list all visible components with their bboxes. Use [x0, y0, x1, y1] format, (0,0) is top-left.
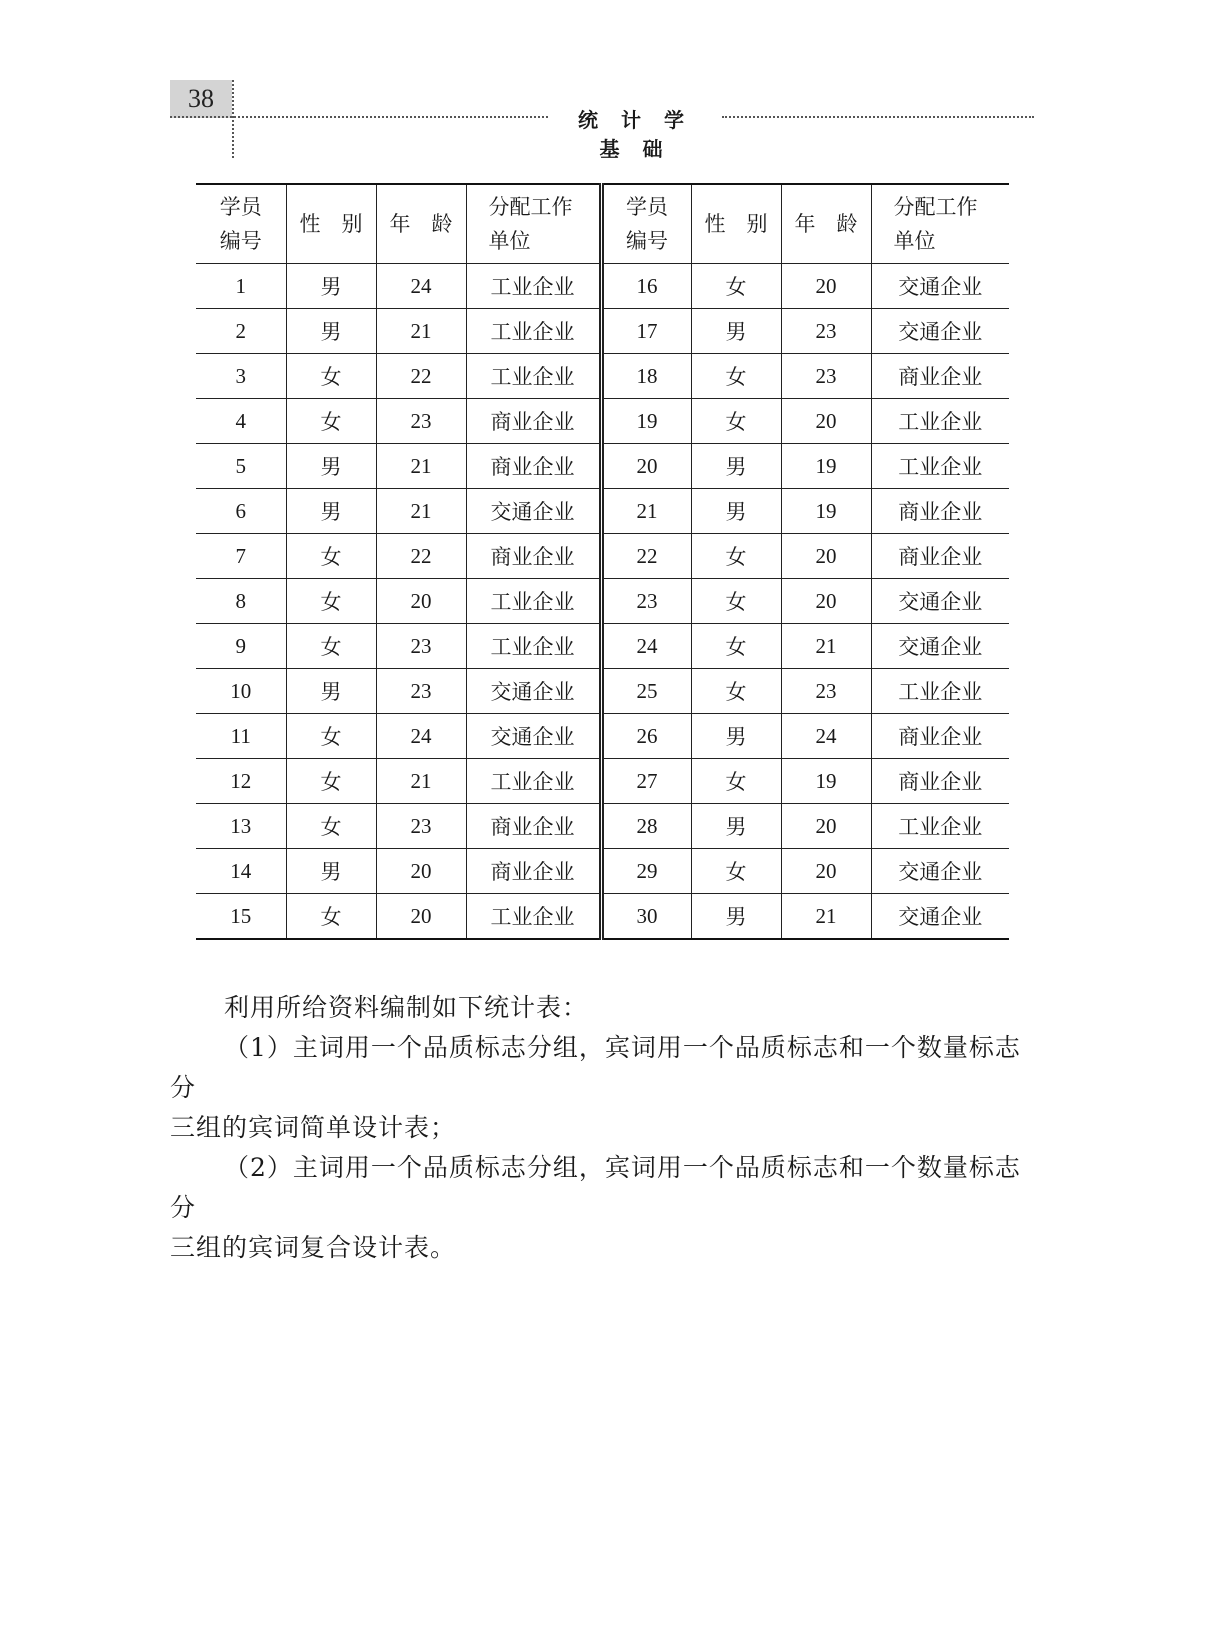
table-row [196, 444, 1009, 489]
table-cell: 19 [781, 759, 871, 804]
table-cell: 23 [781, 309, 871, 354]
column-header [376, 184, 466, 264]
table-cell: 男 [286, 444, 376, 489]
table-cell: 30 [601, 894, 691, 940]
table-cell: 工业企业 [466, 354, 601, 399]
table-row [196, 624, 1009, 669]
table-cell: 23 [601, 579, 691, 624]
column-header-line: 单位 [893, 229, 936, 253]
column-header-line: 学员 [219, 195, 262, 219]
table-cell: 23 [781, 669, 871, 714]
table-cell: 8 [196, 579, 286, 624]
table-cell: 16 [601, 264, 691, 309]
table-cell: 交通企业 [871, 264, 1009, 309]
table-cell: 23 [376, 399, 466, 444]
table-cell: 男 [691, 804, 781, 849]
table-cell: 女 [691, 534, 781, 579]
table-row [196, 309, 1009, 354]
table-cell: 女 [286, 894, 376, 940]
table-cell: 19 [781, 444, 871, 489]
table-cell: 19 [781, 489, 871, 534]
table-cell: 工业企业 [871, 669, 1009, 714]
table-cell: 女 [691, 669, 781, 714]
table-cell: 24 [781, 714, 871, 759]
table-cell: 25 [601, 669, 691, 714]
column-header [691, 184, 781, 264]
table-cell: 21 [376, 444, 466, 489]
table-cell: 工业企业 [466, 309, 601, 354]
table-cell: 男 [691, 894, 781, 940]
table-cell: 交通企业 [466, 489, 601, 534]
header-vertical-rule [232, 80, 234, 158]
table-cell: 1 [196, 264, 286, 309]
table-cell: 20 [376, 894, 466, 940]
column-header [781, 184, 871, 264]
header-rule-right [722, 116, 1034, 118]
body-text [170, 988, 1034, 1268]
table-cell: 5 [196, 444, 286, 489]
table-body [196, 264, 1009, 940]
table-cell: 20 [781, 264, 871, 309]
column-header [196, 184, 286, 264]
table-cell: 21 [376, 759, 466, 804]
table-cell: 21 [601, 489, 691, 534]
table-cell: 7 [196, 534, 286, 579]
table-cell: 男 [286, 849, 376, 894]
column-header-line: 年 龄 [794, 212, 858, 236]
table-row [196, 264, 1009, 309]
table-row [196, 804, 1009, 849]
table-cell: 商业企业 [466, 399, 601, 444]
table-cell: 12 [196, 759, 286, 804]
table-row [196, 714, 1009, 759]
item2-line2: 三组的宾词复合设计表。 [170, 1233, 457, 1262]
item2-line1: （2）主词用一个品质标志分组，宾词用一个品质标志和一个数量标志分 [170, 1153, 1021, 1222]
item1-line1: （1）主词用一个品质标志分组，宾词用一个品质标志和一个数量标志分 [170, 1033, 1021, 1102]
table-cell: 工业企业 [871, 804, 1009, 849]
intro-paragraph: 利用所给资料编制如下统计表： [224, 993, 589, 1022]
table-cell: 21 [376, 309, 466, 354]
table-cell: 3 [196, 354, 286, 399]
table-cell: 商业企业 [466, 849, 601, 894]
table-cell: 商业企业 [871, 759, 1009, 804]
table-row [196, 759, 1009, 804]
column-header-line: 性 别 [299, 212, 363, 236]
table-row [196, 894, 1009, 940]
table-cell: 女 [286, 534, 376, 579]
table-cell: 26 [601, 714, 691, 759]
table-cell: 20 [376, 849, 466, 894]
table-cell: 交通企业 [871, 624, 1009, 669]
table-row [196, 354, 1009, 399]
table-cell: 23 [376, 624, 466, 669]
table-cell: 女 [691, 354, 781, 399]
table-cell: 男 [691, 444, 781, 489]
table-row [196, 399, 1009, 444]
table-cell: 男 [286, 264, 376, 309]
column-header-line: 分配工作 [488, 195, 573, 219]
table-cell: 工业企业 [871, 444, 1009, 489]
table-cell: 女 [286, 354, 376, 399]
column-header [601, 184, 691, 264]
table-cell: 27 [601, 759, 691, 804]
table-cell: 商业企业 [871, 354, 1009, 399]
table-cell: 女 [286, 579, 376, 624]
table-row [196, 489, 1009, 534]
table-cell: 22 [376, 534, 466, 579]
table-cell: 20 [781, 849, 871, 894]
column-header-line: 学员 [626, 195, 668, 219]
table-cell: 工业企业 [466, 579, 601, 624]
table-cell: 交通企业 [871, 894, 1009, 940]
table-cell: 女 [691, 849, 781, 894]
table-cell: 28 [601, 804, 691, 849]
column-header [466, 184, 601, 264]
table-cell: 20 [601, 444, 691, 489]
table-cell: 商业企业 [871, 714, 1009, 759]
table-header [196, 184, 1009, 264]
table-row [196, 579, 1009, 624]
table-cell: 13 [196, 804, 286, 849]
table-cell: 19 [601, 399, 691, 444]
table-cell: 20 [781, 579, 871, 624]
table-cell: 24 [376, 714, 466, 759]
column-header-line: 性 别 [704, 212, 768, 236]
table-cell: 24 [601, 624, 691, 669]
table-cell: 4 [196, 399, 286, 444]
header-rule-left [170, 116, 548, 118]
table-cell: 女 [286, 759, 376, 804]
table-cell: 女 [691, 264, 781, 309]
table-cell: 男 [691, 489, 781, 534]
table-row [196, 534, 1009, 579]
table-cell: 商业企业 [466, 804, 601, 849]
table-cell: 交通企业 [466, 714, 601, 759]
table-row [196, 669, 1009, 714]
table-cell: 9 [196, 624, 286, 669]
table-cell: 交通企业 [871, 309, 1009, 354]
table-cell: 22 [376, 354, 466, 399]
table-cell: 22 [601, 534, 691, 579]
column-header-line: 年 龄 [389, 212, 453, 236]
table-cell: 男 [286, 669, 376, 714]
table-cell: 男 [286, 489, 376, 534]
table-cell: 21 [376, 489, 466, 534]
column-header [286, 184, 376, 264]
table-cell: 14 [196, 849, 286, 894]
table-cell: 15 [196, 894, 286, 940]
column-header-line: 编号 [219, 229, 262, 253]
table-cell: 23 [781, 354, 871, 399]
table-cell: 女 [691, 579, 781, 624]
table-cell: 23 [376, 669, 466, 714]
table-cell: 工业企业 [466, 624, 601, 669]
table-cell: 女 [286, 399, 376, 444]
table-cell: 商业企业 [466, 534, 601, 579]
table-cell: 工业企业 [466, 264, 601, 309]
table-cell: 21 [781, 624, 871, 669]
table-cell: 10 [196, 669, 286, 714]
column-header-line: 单位 [488, 229, 531, 253]
table-cell: 女 [691, 399, 781, 444]
table-cell: 男 [691, 714, 781, 759]
header-row [196, 184, 1009, 264]
table-cell: 工业企业 [871, 399, 1009, 444]
table-cell: 男 [286, 309, 376, 354]
table-cell: 2 [196, 309, 286, 354]
table-cell: 商业企业 [871, 489, 1009, 534]
column-header-line: 分配工作 [893, 195, 978, 219]
table-cell: 商业企业 [871, 534, 1009, 579]
table-cell: 女 [691, 759, 781, 804]
table-cell: 6 [196, 489, 286, 534]
table-cell: 交通企业 [871, 579, 1009, 624]
table-cell: 交通企业 [466, 669, 601, 714]
page-number: 38 [170, 80, 232, 118]
table-row [196, 849, 1009, 894]
table-cell: 23 [376, 804, 466, 849]
table-cell: 17 [601, 309, 691, 354]
table-cell: 21 [781, 894, 871, 940]
column-header [871, 184, 1009, 264]
table-cell: 女 [286, 714, 376, 759]
table-cell: 交通企业 [871, 849, 1009, 894]
table-cell: 男 [691, 309, 781, 354]
table-cell: 工业企业 [466, 894, 601, 940]
table-cell: 24 [376, 264, 466, 309]
table-cell: 商业企业 [466, 444, 601, 489]
table-cell: 工业企业 [466, 759, 601, 804]
table-cell: 20 [781, 534, 871, 579]
table-cell: 18 [601, 354, 691, 399]
running-title: 统 计 学 基 础 [578, 108, 692, 161]
table-cell: 20 [376, 579, 466, 624]
table-cell: 20 [781, 399, 871, 444]
table-cell: 29 [601, 849, 691, 894]
table-cell: 11 [196, 714, 286, 759]
item1-line2: 三组的宾词简单设计表； [170, 1113, 457, 1142]
table-cell: 女 [286, 804, 376, 849]
table-cell: 女 [286, 624, 376, 669]
student-table [196, 183, 1009, 940]
table-cell: 女 [691, 624, 781, 669]
column-header-line: 编号 [626, 229, 668, 253]
table-cell: 20 [781, 804, 871, 849]
